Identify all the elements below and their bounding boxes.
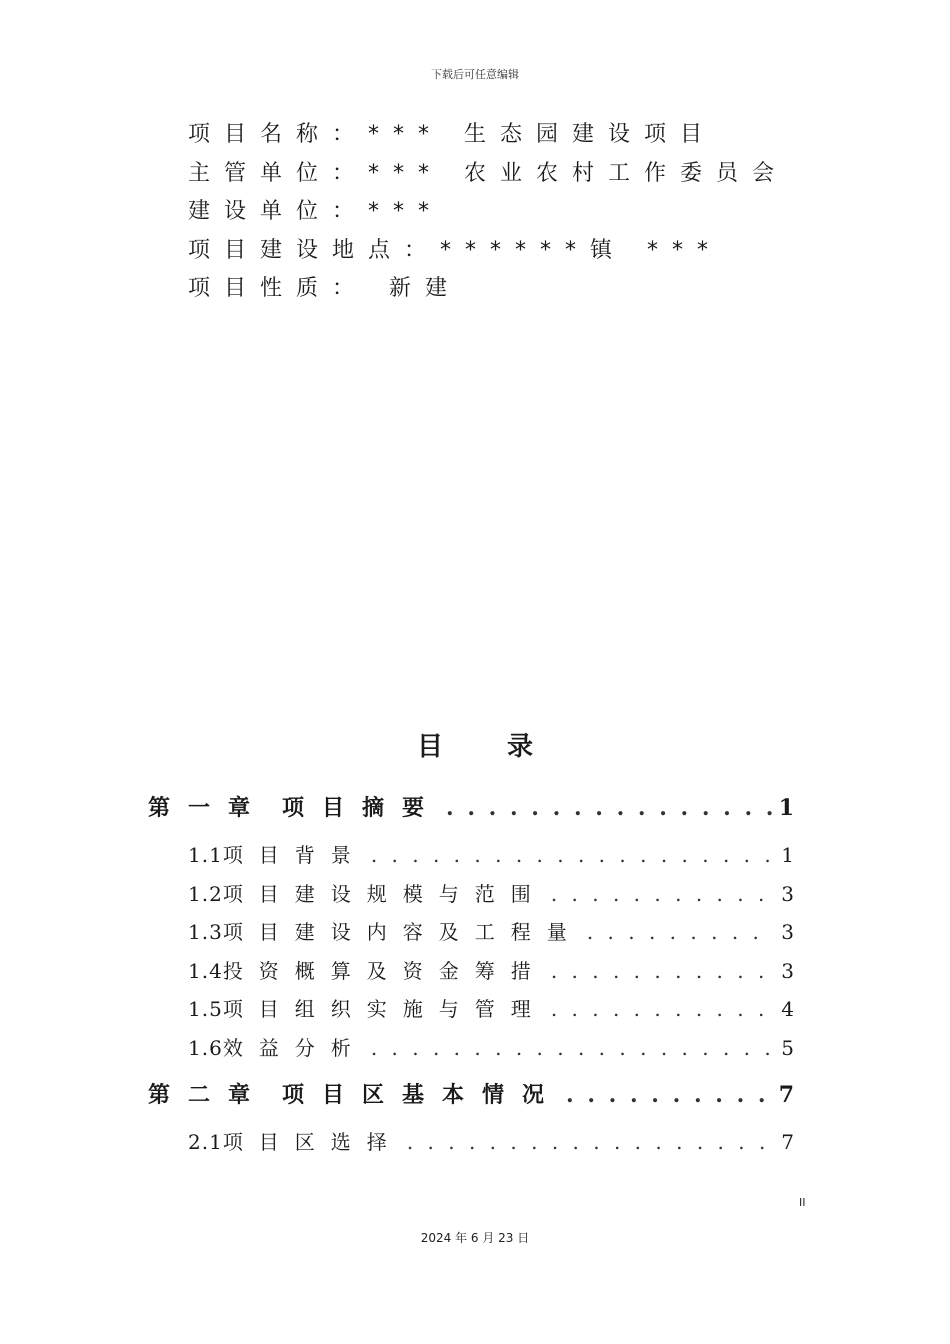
toc-chapter-title: 项目区基本情况 bbox=[282, 1083, 563, 1108]
toc-section-title: 项目区选择 bbox=[222, 1130, 403, 1154]
toc-section-1-1[interactable] bbox=[148, 836, 794, 875]
toc-section-1-5[interactable] bbox=[148, 990, 794, 1029]
toc-leader bbox=[407, 1123, 774, 1162]
toc-leader bbox=[371, 1029, 774, 1068]
toc-section-2-1[interactable] bbox=[148, 1123, 794, 1162]
toc-chapter-label: 第一章 bbox=[148, 796, 269, 821]
toc-page-number: 1 bbox=[781, 843, 794, 867]
toc-section-1-2[interactable] bbox=[148, 875, 794, 914]
project-nature-line: 项目性质： 新建 bbox=[188, 276, 461, 301]
toc-section-title: 效益分析 bbox=[222, 1035, 367, 1060]
toc-leader bbox=[446, 786, 773, 830]
toc-title: 目录 bbox=[416, 732, 597, 762]
toc-chapter-title: 项目摘要 bbox=[282, 796, 443, 821]
toc-leader bbox=[587, 913, 774, 952]
toc-section-number: 1.5 bbox=[188, 997, 223, 1021]
toc-section-1-4[interactable] bbox=[148, 952, 794, 991]
toc-leader bbox=[566, 1073, 773, 1117]
toc-page-number: 3 bbox=[781, 920, 794, 944]
toc-section-1-3[interactable] bbox=[148, 913, 794, 952]
project-name-line: 项目名称：*** 生态园建设项目 bbox=[188, 122, 716, 147]
toc-section-title: 项目组织实施与管理 bbox=[222, 997, 547, 1021]
project-location-line: 项目建设地点：******镇 *** bbox=[188, 237, 722, 263]
toc-section-number: 1.3 bbox=[188, 920, 223, 944]
header-note: 下载后可任意编辑 bbox=[431, 68, 519, 81]
toc-section-title: 投资概算及资金筹措 bbox=[222, 958, 547, 983]
construction-unit-line: 建设单位：*** bbox=[188, 199, 444, 224]
toc-chapter-1[interactable] bbox=[148, 786, 794, 830]
toc-leader bbox=[551, 952, 774, 991]
toc-page-number: 3 bbox=[781, 881, 794, 906]
toc-section-title: 项目建设内容及工程量 bbox=[222, 920, 583, 944]
toc-page-number: 1 bbox=[778, 795, 794, 821]
toc-section-title: 项目背景 bbox=[222, 843, 367, 867]
toc-page-number: 3 bbox=[781, 958, 794, 983]
toc-section-number: 1.4 bbox=[188, 958, 223, 983]
table-of-contents bbox=[148, 786, 794, 1162]
toc-leader bbox=[551, 875, 774, 914]
toc-page-number: 7 bbox=[781, 1130, 794, 1154]
toc-section-number: 1.2 bbox=[188, 881, 223, 906]
project-info bbox=[188, 116, 788, 309]
toc-section-1-6[interactable] bbox=[148, 1029, 794, 1068]
page-number: II bbox=[799, 1196, 806, 1209]
toc-section-number: 1.1 bbox=[188, 843, 223, 867]
toc-chapter-label: 第二章 bbox=[148, 1083, 269, 1108]
toc-page-number: 5 bbox=[781, 1035, 794, 1060]
footer-date: 2024 年 6 月 23 日 bbox=[420, 1231, 530, 1245]
supervising-unit-line: 主管单位：*** 农业农村工作委员会 bbox=[188, 160, 788, 186]
toc-section-number: 2.1 bbox=[188, 1130, 223, 1154]
toc-page-number: 4 bbox=[781, 997, 794, 1021]
toc-leader bbox=[551, 990, 774, 1029]
toc-leader bbox=[371, 836, 774, 875]
toc-chapter-2[interactable] bbox=[148, 1073, 794, 1117]
toc-section-title: 项目建设规模与范围 bbox=[222, 881, 547, 906]
toc-section-number: 1.6 bbox=[188, 1035, 223, 1060]
toc-page-number: 7 bbox=[778, 1082, 794, 1108]
